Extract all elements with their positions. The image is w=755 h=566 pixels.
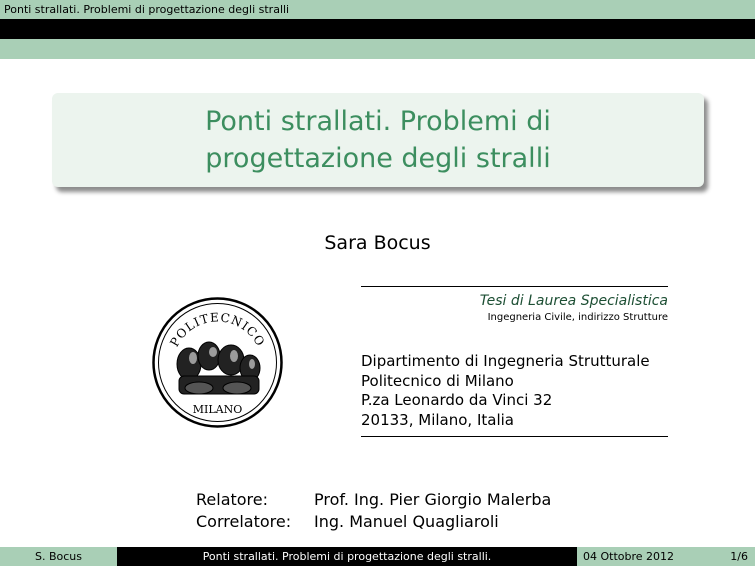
credits-labels — [196, 489, 291, 533]
seal-top-text: POLITECNICO — [167, 310, 268, 350]
header-green-band — [0, 39, 755, 59]
footer-date-section — [577, 547, 755, 566]
thesis-type: Tesi di Laurea Specialistica — [479, 293, 668, 309]
course-name: Ingegneria Civile, indirizzo Strutture — [487, 312, 668, 323]
institute-address — [361, 352, 650, 430]
footer-author: S. Bocus — [0, 547, 117, 566]
svg-text:POLITECNICO — [167, 310, 268, 349]
credits-names — [314, 489, 551, 533]
header-black-band — [0, 19, 755, 39]
header-short-title: Ponti strallati. Problemi di progettazione degli stralli — [4, 3, 290, 16]
seal-bottom-text: MILANO — [192, 403, 243, 416]
footer-date: 04 Ottobre 2012 — [583, 550, 675, 563]
address-line: Politecnico di Milano — [361, 371, 514, 390]
address-line: Dipartimento di Ingegneria Strutturale — [361, 352, 650, 370]
author-name: Sara Bocus — [324, 232, 431, 254]
address-line: 20133, Milano, Italia — [361, 410, 514, 429]
bottom-divider — [361, 436, 668, 437]
title-line-1: Ponti strallati. Problemi di — [205, 106, 551, 137]
politecnico-seal-icon — [151, 296, 284, 429]
correlatore-label: Correlatore: — [196, 512, 292, 531]
title-line-2: progettazione degli stralli — [205, 143, 551, 174]
top-divider — [361, 286, 668, 287]
footer-bar — [0, 547, 755, 566]
footer-title: Ponti strallati. Problemi di progettazione degli stralli. — [117, 547, 577, 566]
address-line: P.za Leonardo da Vinci 32 — [361, 391, 553, 409]
relatore-label: Relatore: — [196, 490, 269, 509]
correlatore-name: Ing. Manuel Quagliaroli — [314, 512, 499, 531]
title-box — [52, 93, 704, 187]
relatore-name: Prof. Ing. Pier Giorgio Malerba — [314, 490, 552, 509]
page-number: 1/6 — [730, 550, 748, 563]
header-bar — [0, 0, 755, 19]
